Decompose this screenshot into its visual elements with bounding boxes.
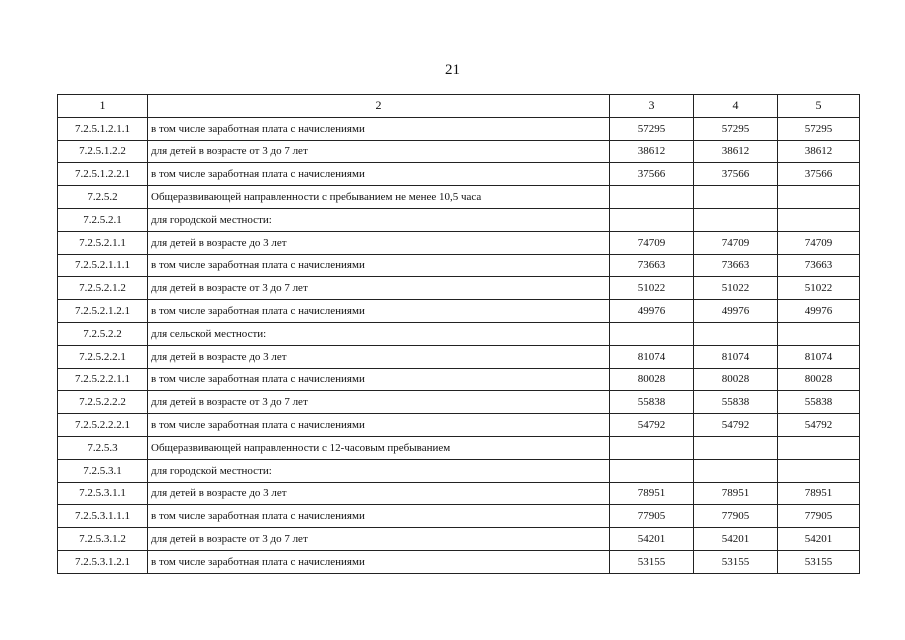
row-value-col4: 73663 [694, 254, 778, 277]
row-value-col3: 73663 [610, 254, 694, 277]
row-code-cell: 7.2.5.2.1.2.1 [58, 300, 148, 323]
row-code-cell: 7.2.5.2.1 [58, 208, 148, 231]
row-value-col3: 49976 [610, 300, 694, 323]
row-value-col3 [610, 459, 694, 482]
row-name-cell: для детей в возрасте от 3 до 7 лет [148, 140, 610, 163]
row-value-col3: 74709 [610, 231, 694, 254]
column-header: 3 [610, 95, 694, 118]
row-value-col5: 81074 [778, 345, 860, 368]
row-value-col3 [610, 436, 694, 459]
row-name-cell: для детей в возрасте до 3 лет [148, 231, 610, 254]
row-name-cell: для детей в возрасте от 3 до 7 лет [148, 528, 610, 551]
row-value-col5: 54201 [778, 528, 860, 551]
row-name-cell: для сельской местности: [148, 322, 610, 345]
row-value-col5: 57295 [778, 117, 860, 140]
row-code-cell: 7.2.5.1.2.2 [58, 140, 148, 163]
table-row [58, 322, 860, 345]
row-name-cell: в том числе заработная плата с начислениями [148, 300, 610, 323]
row-value-col4: 49976 [694, 300, 778, 323]
column-header: 5 [778, 95, 860, 118]
row-code-cell: 7.2.5.2.2.2 [58, 391, 148, 414]
row-name-cell: для городской местности: [148, 208, 610, 231]
row-name-cell: Общеразвивающей направленности с пребыванием не менее 10,5 часа [148, 186, 610, 209]
table-row [58, 140, 860, 163]
table-row [58, 436, 860, 459]
row-name-cell: для детей в возрасте от 3 до 7 лет [148, 391, 610, 414]
table-body [58, 117, 860, 573]
row-value-col4: 53155 [694, 550, 778, 573]
row-code-cell: 7.2.5.3.1.2 [58, 528, 148, 551]
row-value-col3: 80028 [610, 368, 694, 391]
table-row [58, 163, 860, 186]
row-value-col5 [778, 459, 860, 482]
row-name-cell: в том числе заработная плата с начислениями [148, 414, 610, 437]
page-number: 21 [445, 62, 460, 78]
row-value-col5: 80028 [778, 368, 860, 391]
row-name-cell: в том числе заработная плата с начислениями [148, 117, 610, 140]
table-row [58, 345, 860, 368]
row-name-cell: в том числе заработная плата с начислениями [148, 368, 610, 391]
row-value-col3: 55838 [610, 391, 694, 414]
row-value-col5 [778, 208, 860, 231]
row-value-col4: 37566 [694, 163, 778, 186]
row-value-col3: 77905 [610, 505, 694, 528]
table-row [58, 528, 860, 551]
row-value-col4 [694, 436, 778, 459]
row-value-col4: 80028 [694, 368, 778, 391]
row-value-col4: 78951 [694, 482, 778, 505]
row-name-cell: в том числе заработная плата с начислениями [148, 550, 610, 573]
row-value-col5: 54792 [778, 414, 860, 437]
column-header: 4 [694, 95, 778, 118]
row-code-cell: 7.2.5.3 [58, 436, 148, 459]
row-value-col5: 74709 [778, 231, 860, 254]
row-code-cell: 7.2.5.2 [58, 186, 148, 209]
table-row [58, 277, 860, 300]
row-value-col3 [610, 322, 694, 345]
row-code-cell: 7.2.5.3.1.1.1 [58, 505, 148, 528]
table-row [58, 254, 860, 277]
row-value-col5 [778, 322, 860, 345]
row-value-col5: 37566 [778, 163, 860, 186]
row-value-col4: 55838 [694, 391, 778, 414]
header-row [58, 95, 860, 118]
row-value-col4 [694, 459, 778, 482]
row-value-col4 [694, 208, 778, 231]
table-row [58, 505, 860, 528]
table-row [58, 414, 860, 437]
table-row [58, 391, 860, 414]
row-code-cell: 7.2.5.2.2.2.1 [58, 414, 148, 437]
row-code-cell: 7.2.5.2.2.1.1 [58, 368, 148, 391]
row-value-col3: 57295 [610, 117, 694, 140]
row-code-cell: 7.2.5.1.2.1.1 [58, 117, 148, 140]
row-code-cell: 7.2.5.2.1.2 [58, 277, 148, 300]
column-header: 2 [148, 95, 610, 118]
row-code-cell: 7.2.5.2.2 [58, 322, 148, 345]
row-code-cell: 7.2.5.3.1.2.1 [58, 550, 148, 573]
row-code-cell: 7.2.5.2.1.1.1 [58, 254, 148, 277]
row-value-col5: 78951 [778, 482, 860, 505]
row-value-col4 [694, 322, 778, 345]
row-code-cell: 7.2.5.2.1.1 [58, 231, 148, 254]
row-name-cell: для детей в возрасте до 3 лет [148, 482, 610, 505]
row-value-col5 [778, 186, 860, 209]
row-code-cell: 7.2.5.3.1 [58, 459, 148, 482]
row-value-col4: 38612 [694, 140, 778, 163]
table-row [58, 117, 860, 140]
cost-table [57, 94, 860, 574]
row-name-cell: Общеразвивающей направленности с 12-часовым пребыванием [148, 436, 610, 459]
row-code-cell: 7.2.5.1.2.2.1 [58, 163, 148, 186]
row-value-col5: 73663 [778, 254, 860, 277]
table-row [58, 208, 860, 231]
row-value-col5: 77905 [778, 505, 860, 528]
row-value-col3: 51022 [610, 277, 694, 300]
row-value-col5: 38612 [778, 140, 860, 163]
row-code-cell: 7.2.5.3.1.1 [58, 482, 148, 505]
table-row [58, 482, 860, 505]
row-value-col3: 38612 [610, 140, 694, 163]
row-name-cell: в том числе заработная плата с начислениями [148, 254, 610, 277]
row-value-col4: 54201 [694, 528, 778, 551]
table-row [58, 231, 860, 254]
row-value-col4: 77905 [694, 505, 778, 528]
row-value-col3: 54792 [610, 414, 694, 437]
row-value-col4: 81074 [694, 345, 778, 368]
table-row [58, 368, 860, 391]
row-name-cell: в том числе заработная плата с начислениями [148, 505, 610, 528]
row-value-col3 [610, 208, 694, 231]
row-value-col4: 57295 [694, 117, 778, 140]
row-value-col3: 53155 [610, 550, 694, 573]
row-value-col3: 54201 [610, 528, 694, 551]
row-name-cell: для городской местности: [148, 459, 610, 482]
table-row [58, 459, 860, 482]
row-value-col5: 51022 [778, 277, 860, 300]
row-value-col5: 49976 [778, 300, 860, 323]
row-value-col5 [778, 436, 860, 459]
row-name-cell: для детей в возрасте до 3 лет [148, 345, 610, 368]
table-row [58, 186, 860, 209]
row-value-col4: 51022 [694, 277, 778, 300]
row-name-cell: в том числе заработная плата с начислениями [148, 163, 610, 186]
row-value-col4: 54792 [694, 414, 778, 437]
row-value-col3: 81074 [610, 345, 694, 368]
row-value-col3: 37566 [610, 163, 694, 186]
row-value-col5: 53155 [778, 550, 860, 573]
table-row [58, 300, 860, 323]
row-value-col4: 74709 [694, 231, 778, 254]
row-value-col4 [694, 186, 778, 209]
row-value-col3 [610, 186, 694, 209]
row-value-col3: 78951 [610, 482, 694, 505]
row-value-col5: 55838 [778, 391, 860, 414]
row-code-cell: 7.2.5.2.2.1 [58, 345, 148, 368]
column-header: 1 [58, 95, 148, 118]
table-row [58, 550, 860, 573]
row-name-cell: для детей в возрасте от 3 до 7 лет [148, 277, 610, 300]
